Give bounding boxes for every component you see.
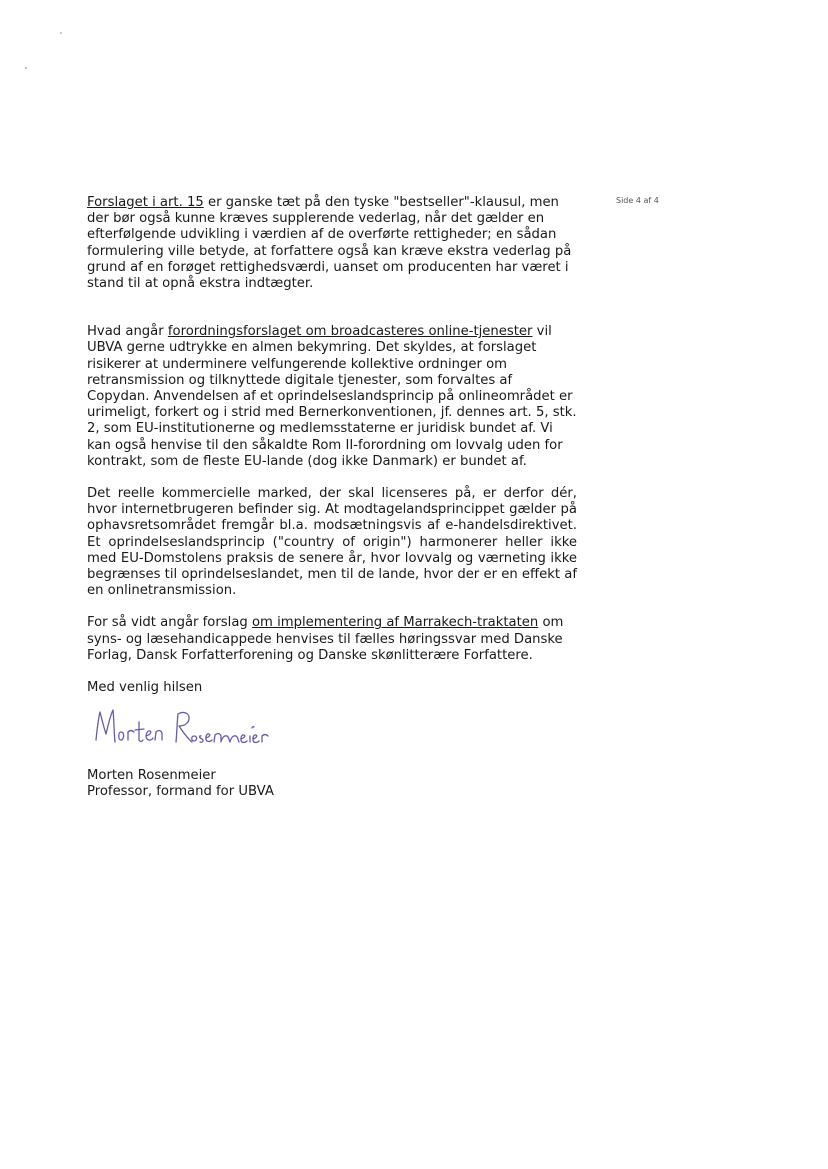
scan-speck xyxy=(25,67,27,69)
signer-title: Professor, formand for UBVA xyxy=(87,784,274,800)
paragraph-broadcasters xyxy=(87,324,577,470)
article-15-reference: Forslaget i art. 15 xyxy=(87,195,204,210)
paragraph-article-15 xyxy=(87,195,577,292)
closing-greeting: Med venlig hilsen xyxy=(87,680,203,696)
signer-name: Morten Rosenmeier xyxy=(87,768,216,784)
paragraph-text: vil UBVA gerne udtrykke en almen bekymring. Det skyldes, at forslaget risikerer at underminere velfungerende kollektive ordninger om retransmission og tilknyttede digitale tjenester, som forvaltes af Copydan. Anvendelsen af et oprindelseslandsprincip på onlineområdet er urimeligt, forkert og i strid med Bernerkonventionen, jf. dennes art. 5, stk. 2, som EU-institutionerne og medlemsstaterne er juridisk bundet af. Vi kan også henvise til den såkaldte Rom II-forordning om lovvalg uden for kontrakt, som de fleste EU-lande (dog ikke Danmark) er bundet af. xyxy=(87,324,577,469)
paragraph-marrakech xyxy=(87,615,577,664)
signer-block xyxy=(87,768,577,800)
scan-speck xyxy=(60,32,62,34)
paragraph-text: For så vidt angår forslag xyxy=(87,615,252,631)
paragraph-text: Det reelle kommercielle marked, der skal licenseres på, er derfor dér, hvor internetbrugeren befinder sig. At modtagelandsprincippet gælder på ophavsretsområdet fremgår bl.a. modsætningsvis af e-handelsdirektivet. Et oprindelseslandsprincip ("country of origin") harmonerer heller ikke med EU-Domstolens praksis de senere år, hvor lovvalg og værneting ikke begrænses til oprindelseslandet, men til de lande, hvor der er en effekt af en onlinetransmission. xyxy=(87,486,577,599)
paragraph-market xyxy=(87,486,577,599)
handwritten-signature xyxy=(90,702,280,754)
paragraph-text: Hvad angår xyxy=(87,324,168,340)
broadcasters-regulation-reference: forordningsforslaget om broadcasteres online-tjenester xyxy=(167,324,533,340)
marrakech-treaty-reference: om implementering af Marrakech-traktaten xyxy=(251,615,539,631)
letter-body xyxy=(87,195,577,801)
paragraph-text: er ganske tæt på den tyske "bestseller"-klausul, men der bør også kunne kræves supplerende vederlag, når det gælder en efterfølgende udvikling i værdien af de overførte rettigheder; en sådan formulering ville betyde, at forfattere også kan kræve ekstra vederlag på grund af en forøget rettighedsværdi, uanset om producenten har været i stand til at opnå ekstra indtægter. xyxy=(87,195,572,292)
paragraph-text: om syns- og læsehandicappede henvises til fælles høringssvar med Danske Forlag, Dansk Forfatterforening og Danske skønlitterære Forfattere. xyxy=(87,615,564,663)
page-number: Side 4 af 4 xyxy=(616,196,659,205)
